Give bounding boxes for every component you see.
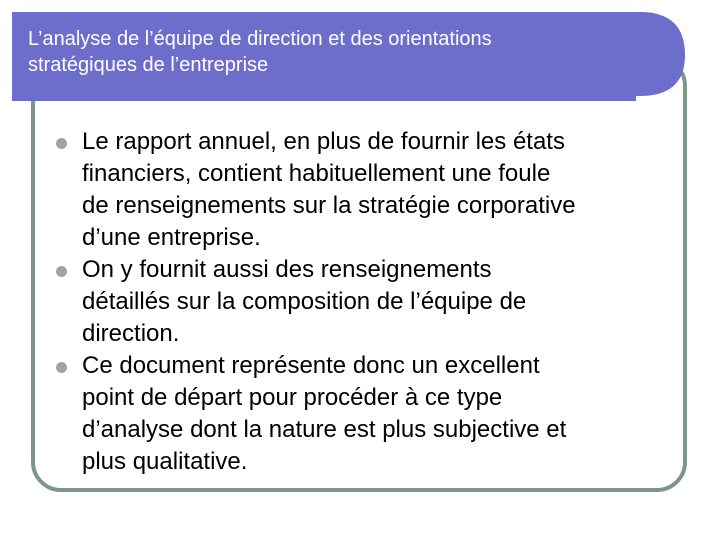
bullet-list bbox=[82, 126, 682, 478]
bullet-line: financiers, contient habituellement une foule bbox=[82, 160, 551, 187]
bullet-dot-icon bbox=[56, 138, 67, 149]
bullet-line: de renseignements sur la stratégie corporative bbox=[82, 192, 576, 219]
bullet-line: détaillés sur la composition de l’équipe de bbox=[82, 288, 527, 315]
bullet-line: plus qualitative. bbox=[82, 448, 248, 475]
bullet-dot-icon bbox=[56, 362, 67, 373]
slide-title bbox=[28, 26, 648, 78]
title-line-2: stratégiques de l’entreprise bbox=[28, 54, 269, 76]
bullet-line: direction. bbox=[82, 320, 180, 347]
title-line-1: L’analyse de l’équipe de direction et des orientations bbox=[28, 28, 492, 50]
title-underline bbox=[12, 96, 636, 101]
bullet-line: point de départ pour procéder à ce type bbox=[82, 384, 503, 411]
bullet-dot-icon bbox=[56, 266, 67, 277]
bullet-line: d’analyse dont la nature est plus subjective et bbox=[82, 416, 567, 443]
bullet-line: d’une entreprise. bbox=[82, 224, 261, 251]
bullet-line: Ce document représente donc un excellent bbox=[82, 352, 540, 379]
bullet-line: On y fournit aussi des renseignements bbox=[82, 256, 492, 283]
bullet-item bbox=[82, 350, 682, 478]
bullet-line: Le rapport annuel, en plus de fournir les états bbox=[82, 128, 565, 155]
bullet-item bbox=[82, 126, 682, 254]
bullet-item bbox=[82, 254, 682, 350]
